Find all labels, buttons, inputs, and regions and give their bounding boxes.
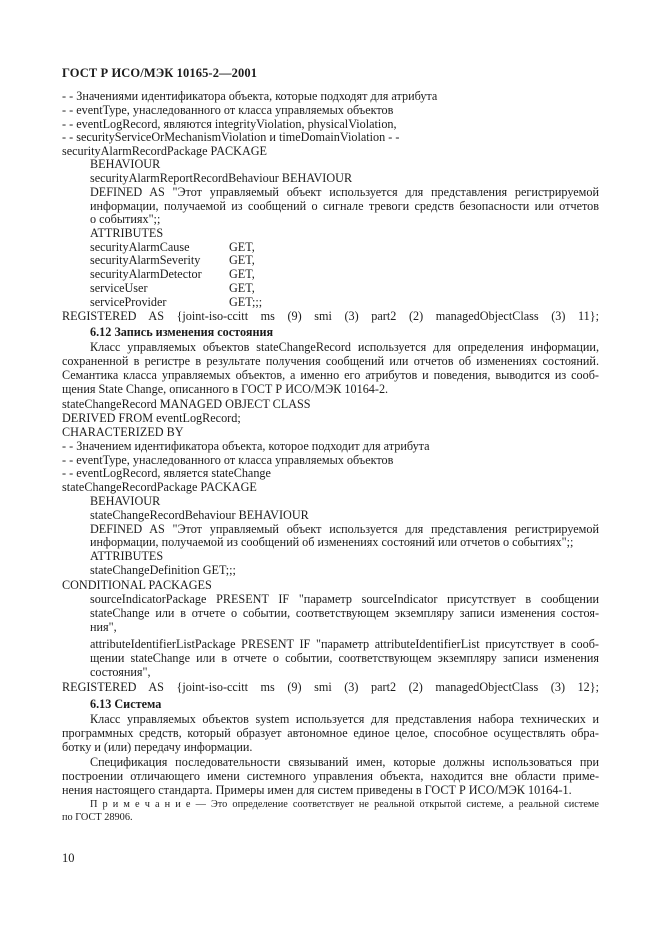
text-line xyxy=(62,578,212,592)
page-number: 10 xyxy=(62,851,75,865)
line-text: DEFINED AS "Этот управляемый объект используется для представления регистрируемой xyxy=(90,185,599,199)
line-text: REGISTERED AS {joint-iso-ccitt ms (9) smi (3) part2 (2) managedObjectClass (3) 12}; xyxy=(62,680,599,694)
line-text: securityAlarmCause xyxy=(90,240,190,254)
text-line xyxy=(90,226,163,240)
text-line xyxy=(90,592,599,606)
line-text: ния", xyxy=(90,620,117,634)
line-text: - - eventLogRecord, является stateChange xyxy=(62,466,271,480)
line-text: serviceUser xyxy=(90,281,148,295)
line-text: 6.13 Система xyxy=(90,697,162,711)
text-line xyxy=(62,425,184,439)
text-line xyxy=(90,522,599,536)
text-line xyxy=(62,740,252,754)
line-text: - - eventType, унаследованного от класса управляемых объектов xyxy=(62,103,394,117)
line-text: сохраненной в регистре в результате получения сообщений или отчетов об изменениях состояний. xyxy=(62,354,599,368)
text-line xyxy=(90,199,599,213)
line-text: sourceIndicatorPackage PRESENT IF "параметр sourceIndicator присутствует в сообщении xyxy=(90,592,599,606)
text-line xyxy=(62,397,311,411)
text-line xyxy=(90,171,352,185)
line-text: 6.12 Запись изменения состояния xyxy=(90,325,274,339)
line-text: построении отличающего имени системного управления объекта, находится вне области приме- xyxy=(62,769,599,783)
text-line xyxy=(90,253,255,267)
text-line xyxy=(90,281,255,295)
line-text: CONDITIONAL PACKAGES xyxy=(62,578,212,592)
attribute-access: GET, xyxy=(229,281,255,295)
text-line xyxy=(62,466,271,480)
line-text: по ГОСТ 28906. xyxy=(62,812,133,823)
text-line xyxy=(90,637,599,651)
line-text: - - Значением идентификатора объекта, которое подходит для атрибута xyxy=(62,439,430,453)
line-text: П р и м е ч а н и е — Это определение соответствует не реальной открытой системе, а реальной системе xyxy=(90,799,599,810)
line-text: - - securityServiceOrMechanismViolation и timeDomainViolation - - xyxy=(62,130,400,144)
line-text: - - Значениями идентификатора объекта, которые подходят для атрибута xyxy=(62,89,438,103)
line-text: BEHAVIOUR xyxy=(90,157,161,171)
line-text: serviceProvider xyxy=(90,295,167,309)
line-text: - - eventLogRecord, являются integrityViolation, physicalViolation, xyxy=(62,117,397,131)
line-text: stateChangeRecordPackage PACKAGE xyxy=(62,480,257,494)
attribute-access: GET, xyxy=(229,267,255,281)
text-line xyxy=(90,755,599,769)
text-line xyxy=(90,157,160,171)
text-line xyxy=(90,212,160,226)
text-line xyxy=(62,382,388,396)
text-line xyxy=(90,295,263,309)
line-text: Класс управляемых объектов system используется для представления набора технических и xyxy=(90,712,599,726)
line-text: REGISTERED AS {joint-iso-ccitt ms (9) smi (3) part2 (2) managedObjectClass (3) 11}; xyxy=(62,309,599,323)
section-heading xyxy=(90,697,161,711)
line-text: stateChangeDefinition GET;;; xyxy=(90,563,236,577)
line-text: securityAlarmRecordPackage PACKAGE xyxy=(62,144,267,158)
line-text: securityAlarmReportRecordBehaviour BEHAVIOUR xyxy=(90,171,353,185)
line-text: stateChangeRecordBehaviour BEHAVIOUR xyxy=(90,508,309,522)
text-line xyxy=(62,726,599,740)
note-line xyxy=(62,811,133,825)
text-line xyxy=(62,354,599,368)
line-text: DEFINED AS "Этот управляемый объект используется для представления регистрируемой xyxy=(90,522,599,536)
line-text: щения State Change, описанного в ГОСТ Р ИСО/МЭК 10164-2. xyxy=(62,382,389,396)
line-text: ATTRIBUTES xyxy=(90,226,164,240)
line-text: securityAlarmSeverity xyxy=(90,253,201,267)
text-line xyxy=(90,535,573,549)
text-line xyxy=(90,508,309,522)
text-line xyxy=(90,340,599,354)
line-text: Класс управляемых объектов stateChangeRecord используется для определения информации, xyxy=(90,340,599,354)
line-text: stateChange или в отчете о событии, соответствующем экземпляру записи изменения состоя- xyxy=(90,606,599,620)
text-line xyxy=(62,144,267,158)
text-line xyxy=(90,185,599,199)
text-line xyxy=(90,549,163,563)
line-text: о событиях";; xyxy=(90,212,161,226)
text-line xyxy=(90,651,599,665)
text-line xyxy=(62,480,257,494)
attribute-access: GET, xyxy=(229,240,255,254)
line-text: CHARACTERIZED BY xyxy=(62,425,184,439)
document-header: ГОСТ Р ИСО/МЭК 10165-2—2001 xyxy=(62,66,258,80)
text-line xyxy=(62,411,241,425)
text-line xyxy=(62,680,599,694)
line-text: программных средств, который образует автономное единое целое, способное осуществлять обра- xyxy=(62,726,599,740)
text-line xyxy=(62,130,399,144)
text-line xyxy=(62,368,599,382)
line-text: stateChangeRecord MANAGED OBJECT CLASS xyxy=(62,397,311,411)
text-line xyxy=(90,240,255,254)
text-line xyxy=(90,665,151,679)
text-line xyxy=(62,89,437,103)
text-line xyxy=(62,769,599,783)
text-line xyxy=(62,439,430,453)
text-line xyxy=(90,620,117,634)
line-text: информации, получаемой из сообщений об изменениях состояний или отчетов о событиях";; xyxy=(90,535,574,549)
section-heading xyxy=(90,325,273,339)
text-line xyxy=(62,783,572,797)
line-text: BEHAVIOUR xyxy=(90,494,161,508)
text-line xyxy=(62,117,397,131)
line-text: attributeIdentifierListPackage PRESENT IF "параметр attributeIdentifierList присутствует в сооб- xyxy=(90,637,599,651)
text-line xyxy=(62,103,393,117)
line-text: ботку и (или) передачу информации. xyxy=(62,740,253,754)
text-line xyxy=(90,712,599,726)
line-text: информации, получаемой из сообщений о сигнале тревоги средств безопасности или отчетов xyxy=(90,199,599,213)
line-text: - - eventType, унаследованного от класса управляемых объектов xyxy=(62,453,394,467)
text-line xyxy=(62,453,393,467)
text-line xyxy=(90,563,236,577)
line-text: нения настоящего стандарта. Примеры имен для систем приведены в ГОСТ Р ИСО/МЭК 10164-1. xyxy=(62,783,572,797)
line-text: щении stateChange или в отчете о событии, соответствующем экземпляру записи изменения xyxy=(90,651,599,665)
attribute-access: GET, xyxy=(229,253,255,267)
line-text: securityAlarmDetector xyxy=(90,267,202,281)
attribute-access: GET;;; xyxy=(229,295,263,309)
text-line xyxy=(90,494,160,508)
text-line xyxy=(90,606,599,620)
text-line xyxy=(90,267,255,281)
line-text: ATTRIBUTES xyxy=(90,549,164,563)
text-line xyxy=(62,309,599,323)
line-text: Семантика класса управляемых объектов, а именно его атрибутов и поведения, выводится из сооб- xyxy=(62,368,599,382)
note-line xyxy=(90,798,599,812)
line-text: Спецификация последовательности связываний имен, которые должны использоваться при xyxy=(90,755,599,769)
line-text: состояния", xyxy=(90,665,151,679)
line-text: DERIVED FROM eventLogRecord; xyxy=(62,411,241,425)
